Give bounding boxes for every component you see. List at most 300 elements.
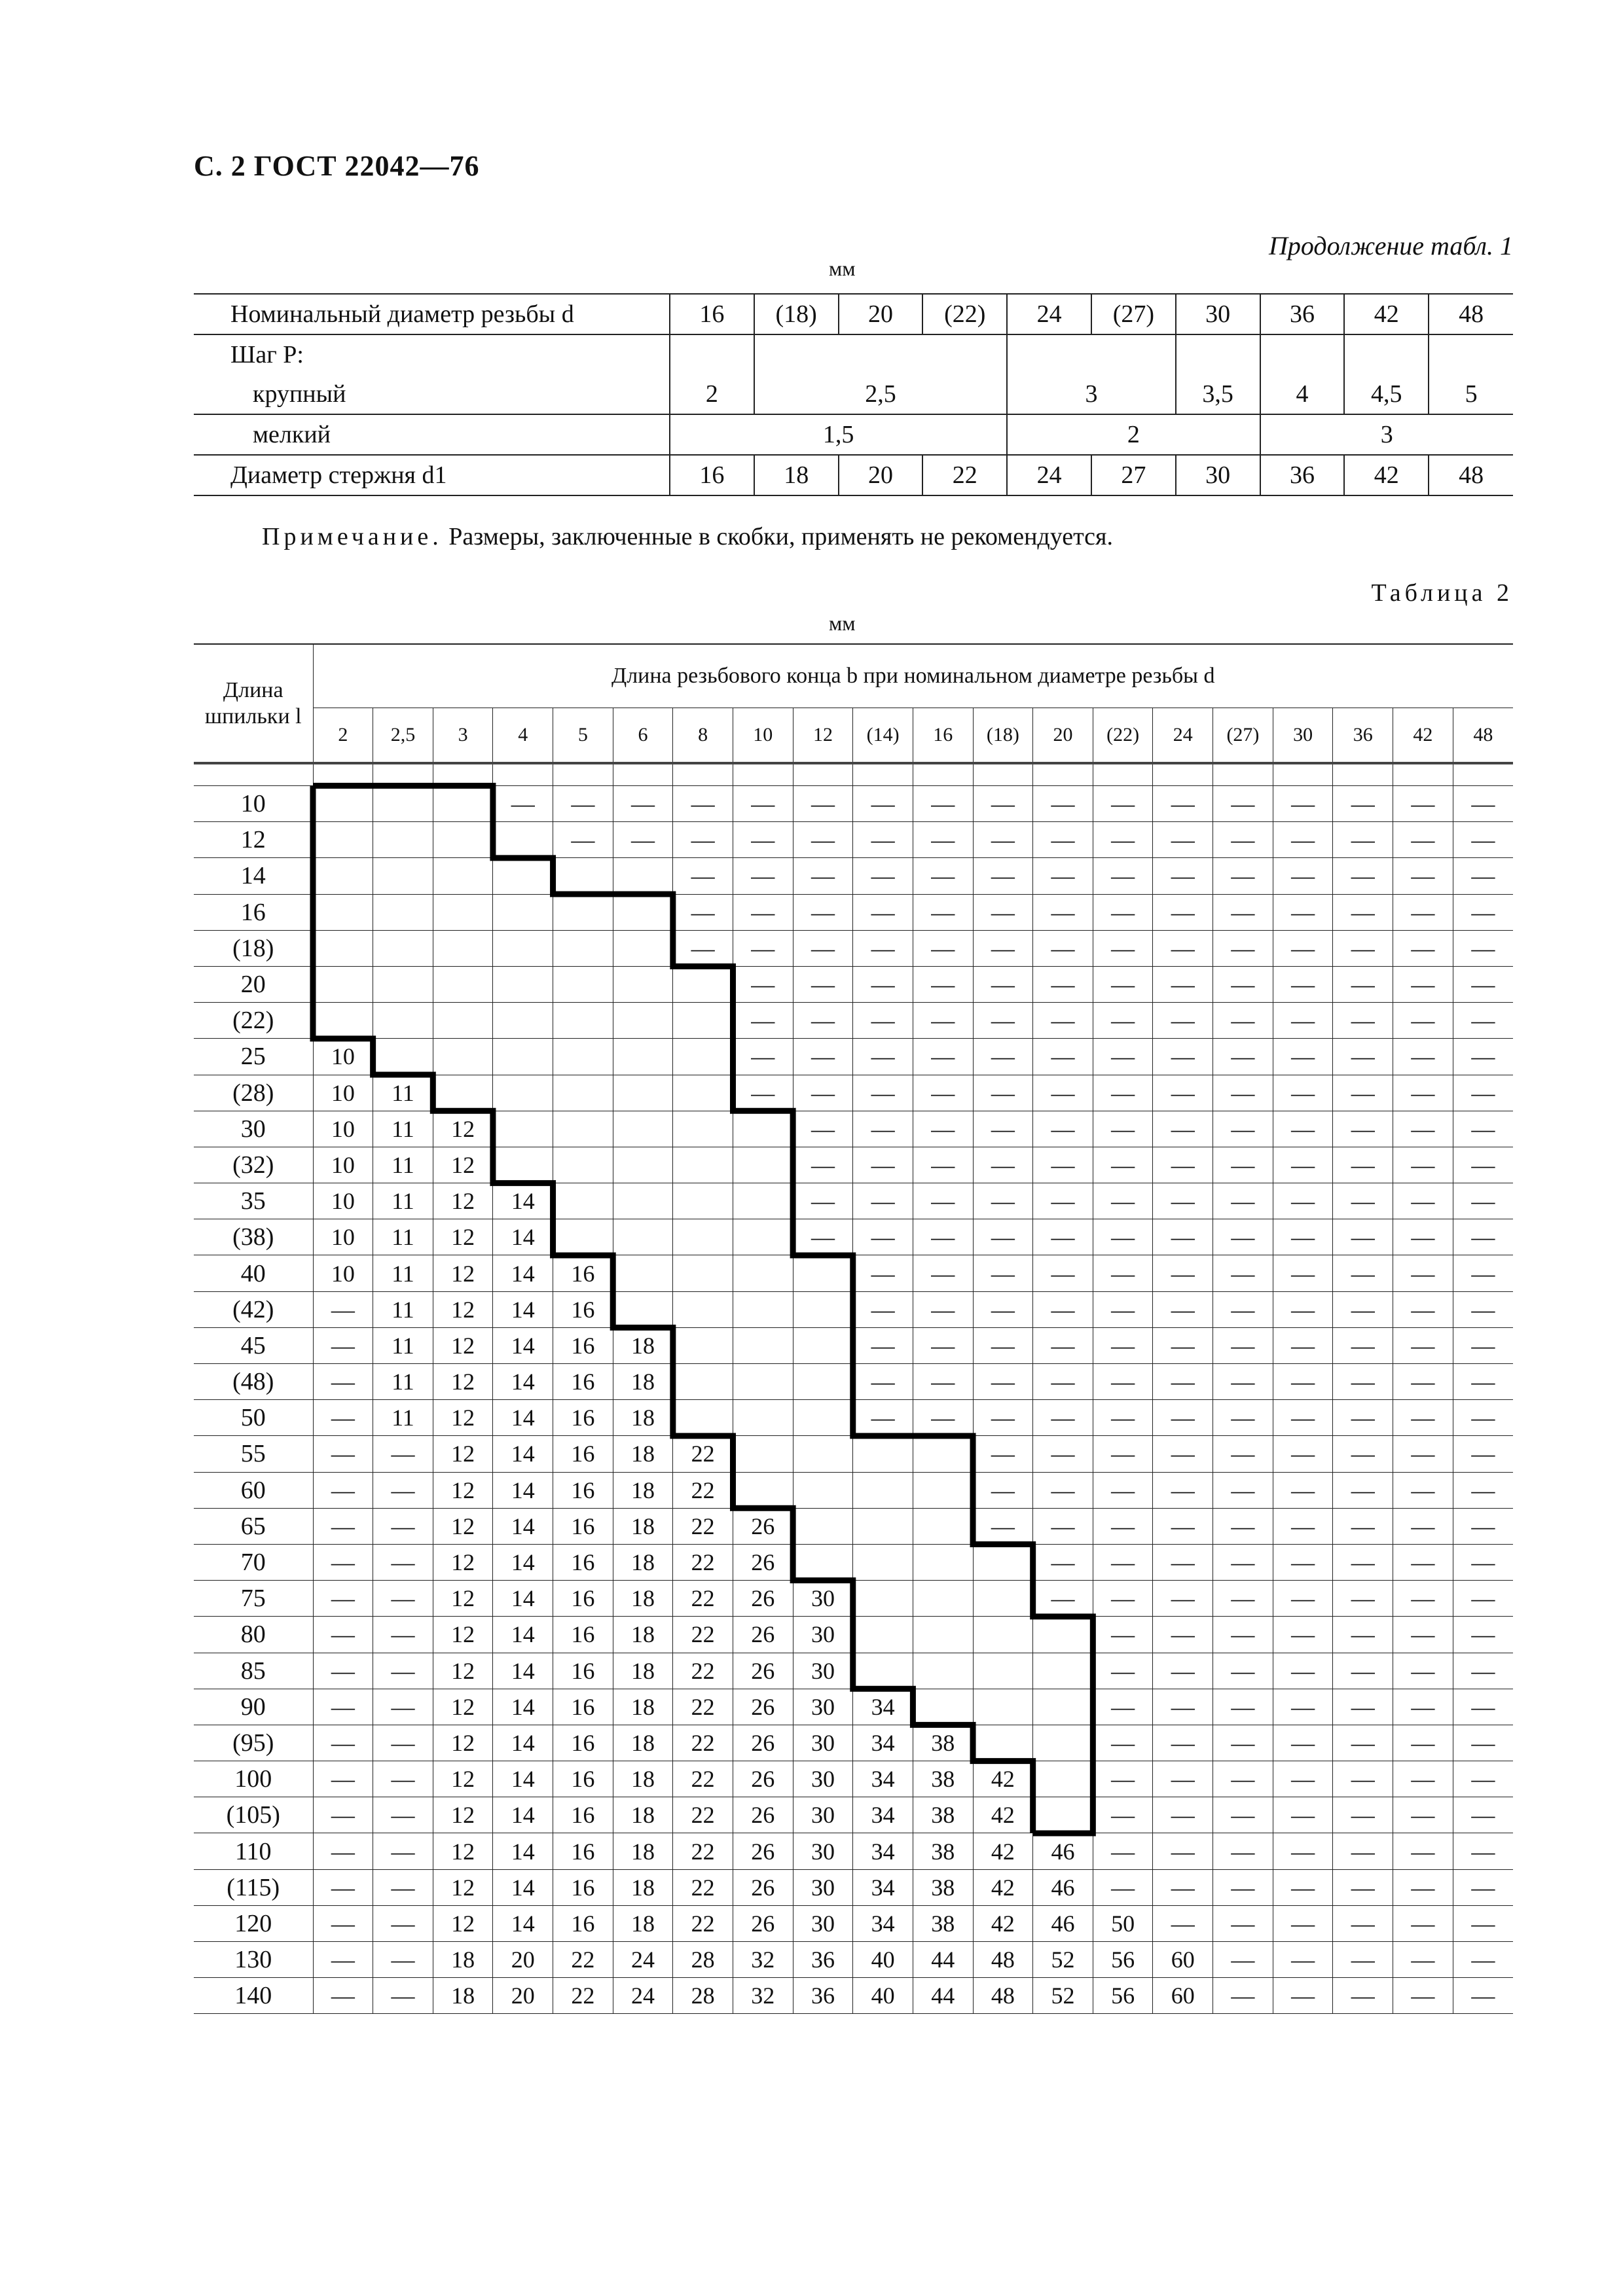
thread-length-cell: — [1333,1436,1393,1472]
thread-length-cell: 11 [373,1255,433,1291]
thread-length-cell: — [1093,930,1153,966]
column-header-diameter: 48 [1453,708,1513,764]
thread-length-cell: 22 [673,1581,733,1617]
thread-length-cell: — [313,1436,373,1472]
thread-length-cell: — [1453,1581,1513,1617]
thread-length-cell [313,930,373,966]
thread-length-cell: — [1453,1905,1513,1941]
thread-length-cell [493,822,553,858]
table1-cell [1176,334,1260,374]
thread-length-cell: — [853,1183,913,1219]
thread-length-cell: — [1273,966,1333,1002]
thread-length-cell: — [1093,1075,1153,1111]
table1-cell: 1,5 [670,414,1007,455]
thread-length-cell: — [1273,1291,1333,1327]
thread-length-cell [613,1039,673,1075]
thread-length-cell: — [1333,1653,1393,1689]
thread-length-cell: 30 [793,1869,853,1905]
thread-length-cell: — [1033,1219,1093,1255]
thread-length-cell: 38 [913,1761,973,1797]
thread-length-cell [793,1436,853,1472]
thread-length-cell: — [1333,1617,1393,1653]
thread-length-cell: — [733,786,793,822]
thread-length-cell: 34 [853,1689,913,1725]
thread-length-cell: 18 [613,1617,673,1653]
table-row [194,455,1513,495]
thread-length-cell: 18 [613,1327,673,1363]
thread-length-cell: — [973,1255,1033,1291]
stud-length-cell: 120 [194,1905,313,1941]
thread-length-cell: 12 [433,1617,493,1653]
thread-length-cell: 16 [553,1472,613,1508]
thread-length-cell: — [1273,1942,1333,1978]
stud-length-cell: 50 [194,1400,313,1436]
thread-length-cell: — [1393,1075,1453,1111]
thread-length-cell: — [1273,1653,1333,1689]
thread-length-cell: — [1453,1039,1513,1075]
thread-length-cell: 18 [613,1400,673,1436]
thread-length-cell: — [1453,1653,1513,1689]
thread-length-cell [853,1472,913,1508]
thread-length-cell: 14 [493,1291,553,1327]
thread-length-cell: — [973,1327,1033,1363]
thread-length-cell [373,1003,433,1039]
thread-length-cell: 12 [433,1183,493,1219]
thread-length-cell [493,1147,553,1183]
table1-cell: 42 [1344,294,1429,334]
column-header-diameter: 12 [793,708,853,764]
table-row [194,1725,1513,1761]
thread-length-cell: — [1333,1581,1393,1617]
thread-length-cell: — [973,966,1033,1002]
thread-length-cell: 18 [613,1869,673,1905]
thread-length-cell: — [1333,1147,1393,1183]
table1-thread-parameters [194,293,1513,496]
thread-length-cell: — [1393,1436,1453,1472]
thread-length-cell: — [1393,1544,1453,1580]
thread-length-cell: — [673,930,733,966]
table-row [194,1689,1513,1725]
thread-length-cell: — [853,1075,913,1111]
table-spacer-row [194,763,1513,786]
thread-length-cell: — [1273,1689,1333,1725]
thread-length-cell: — [1093,966,1153,1002]
thread-length-cell: 22 [673,1617,733,1653]
thread-length-cell: — [1453,966,1513,1002]
thread-length-cell: — [733,822,793,858]
thread-length-cell: — [793,1183,853,1219]
thread-length-cell: — [1273,1797,1333,1833]
thread-length-cell: — [1393,1147,1453,1183]
thread-length-cell [733,1364,793,1400]
thread-length-cell: 14 [493,1725,553,1761]
thread-length-cell: — [553,822,613,858]
thread-length-cell: — [793,1075,853,1111]
thread-length-cell: — [373,1833,433,1869]
column-header-thread-length: Длина резьбового конца b при номинальном диаметре резьбы d [313,644,1513,708]
thread-length-cell: — [1393,1978,1453,2014]
column-header-diameter: (27) [1213,708,1273,764]
thread-length-cell: 12 [433,1689,493,1725]
table-row [194,1039,1513,1075]
thread-length-cell: 11 [373,1364,433,1400]
thread-length-cell: — [853,894,913,930]
thread-length-cell: — [1393,786,1453,822]
thread-length-cell: — [673,822,733,858]
thread-length-cell [853,1617,913,1653]
thread-length-cell: — [1333,1508,1393,1544]
spacer-cell [793,763,853,786]
thread-length-cell: — [1153,1869,1213,1905]
stud-length-cell: 60 [194,1472,313,1508]
thread-length-cell: — [1453,1797,1513,1833]
table1-cell [1344,334,1429,374]
thread-length-cell [733,1472,793,1508]
thread-length-cell [673,1291,733,1327]
thread-length-cell: 12 [433,1761,493,1797]
thread-length-cell: — [853,1219,913,1255]
thread-length-cell: — [1033,1075,1093,1111]
table1-cell [1429,334,1513,374]
table-row [194,1653,1513,1689]
thread-length-cell: — [373,1508,433,1544]
table-row [194,1617,1513,1653]
thread-length-cell: — [793,1219,853,1255]
thread-length-cell: 22 [673,1761,733,1797]
thread-length-cell: 16 [553,1255,613,1291]
thread-length-cell: — [1273,1364,1333,1400]
thread-length-cell: 22 [673,1725,733,1761]
thread-length-cell [433,1075,493,1111]
thread-length-cell: — [793,894,853,930]
thread-length-cell [673,1183,733,1219]
thread-length-cell: — [1453,858,1513,894]
thread-length-cell: — [1153,1255,1213,1291]
thread-length-cell: 42 [973,1833,1033,1869]
thread-length-cell: 30 [793,1581,853,1617]
thread-length-cell [793,1327,853,1363]
thread-length-cell: 38 [913,1725,973,1761]
thread-length-cell: 38 [913,1833,973,1869]
thread-length-cell [613,858,673,894]
thread-length-cell: — [1213,894,1273,930]
thread-length-cell: — [1333,1400,1393,1436]
thread-length-cell [673,1039,733,1075]
thread-length-cell: — [853,1003,913,1039]
thread-length-cell: 14 [493,1219,553,1255]
thread-length-cell: 16 [553,1436,613,1472]
table1-unit: мм [829,257,856,280]
spacer-cell [673,763,733,786]
column-header-diameter: 10 [733,708,793,764]
thread-length-cell: — [1453,1942,1513,1978]
spacer-cell [194,763,313,786]
thread-length-cell [973,1544,1033,1580]
thread-length-cell: — [1393,930,1453,966]
column-header-diameter: 16 [913,708,973,764]
thread-length-cell: 16 [553,1869,613,1905]
thread-length-cell: — [1213,822,1273,858]
thread-length-cell: — [1453,1544,1513,1580]
thread-length-cell: 26 [733,1581,793,1617]
thread-length-cell: — [1393,1942,1453,1978]
thread-length-cell: — [313,1978,373,2014]
thread-length-cell: — [1453,1617,1513,1653]
thread-length-cell: — [913,1039,973,1075]
table2-unit: мм [829,611,856,635]
thread-length-cell: — [853,930,913,966]
thread-length-cell: — [1333,1291,1393,1327]
thread-length-cell: — [1273,1183,1333,1219]
thread-length-cell: 26 [733,1689,793,1725]
thread-length-cell: — [1213,1544,1273,1580]
table1-cell: 24 [1007,455,1091,495]
thread-length-cell: 18 [433,1978,493,2014]
thread-length-cell [553,858,613,894]
thread-length-cell: 11 [373,1291,433,1327]
thread-length-cell: — [1213,1472,1273,1508]
thread-length-cell: — [913,1400,973,1436]
thread-length-cell: — [1093,1869,1153,1905]
thread-length-cell: 26 [733,1653,793,1689]
thread-length-cell: — [973,822,1033,858]
thread-length-cell: — [313,1617,373,1653]
thread-length-cell: — [973,1364,1033,1400]
thread-length-cell: — [1093,1327,1153,1363]
thread-length-cell: — [373,1436,433,1472]
thread-length-cell: 10 [313,1039,373,1075]
thread-length-cell [853,1436,913,1472]
thread-length-cell: — [1093,1183,1153,1219]
table-continuation-label: Продолжение табл. 1 [1268,231,1513,260]
thread-length-cell: 16 [553,1725,613,1761]
thread-length-cell: — [973,1111,1033,1147]
thread-length-cell: 11 [373,1327,433,1363]
thread-length-cell: 34 [853,1797,913,1833]
thread-length-cell [913,1617,973,1653]
thread-length-cell [433,1039,493,1075]
thread-length-cell: — [1213,1581,1273,1617]
table1-cell [1260,334,1345,374]
thread-length-cell: — [973,1183,1033,1219]
thread-length-cell: — [1093,1761,1153,1797]
thread-length-cell: — [1273,1617,1333,1653]
thread-length-cell: — [673,786,733,822]
table1-cell: 3 [1260,414,1513,455]
thread-length-cell [313,822,373,858]
thread-length-cell [553,1219,613,1255]
thread-length-cell: 30 [793,1653,853,1689]
thread-length-cell: — [1033,1364,1093,1400]
thread-length-cell: — [1153,1689,1213,1725]
thread-length-cell: — [1153,1364,1213,1400]
thread-length-cell: — [853,1147,913,1183]
thread-length-cell: 16 [553,1653,613,1689]
thread-length-cell: — [373,1617,433,1653]
thread-length-cell: — [313,1869,373,1905]
thread-length-cell: — [1093,1364,1153,1400]
thread-length-cell: 26 [733,1544,793,1580]
thread-length-cell: — [613,822,673,858]
thread-length-cell [493,930,553,966]
thread-length-cell: — [1453,1255,1513,1291]
thread-length-cell [373,1039,433,1075]
thread-length-cell [373,966,433,1002]
thread-length-cell: — [1273,1219,1333,1255]
thread-length-cell: — [1453,1003,1513,1039]
thread-length-cell: — [1153,966,1213,1002]
stud-length-cell: 10 [194,786,313,822]
spacer-cell [1213,763,1273,786]
thread-length-cell: — [1273,1436,1333,1472]
thread-length-cell [553,1147,613,1183]
thread-length-cell: — [1333,1111,1393,1147]
table1-cell [754,334,1007,374]
thread-length-cell: — [1093,1255,1153,1291]
thread-length-cell: — [1453,1508,1513,1544]
thread-length-cell: 10 [313,1183,373,1219]
column-header-diameter: 24 [1153,708,1213,764]
thread-length-cell: — [1213,1508,1273,1544]
thread-length-cell: 30 [793,1797,853,1833]
thread-length-cell: — [1453,894,1513,930]
thread-length-cell: — [1213,1255,1273,1291]
thread-length-cell: — [1273,1400,1333,1436]
thread-length-cell: — [1033,1147,1093,1183]
thread-length-cell: 10 [313,1075,373,1111]
thread-length-cell: — [913,786,973,822]
thread-length-cell: — [1093,1508,1153,1544]
thread-length-cell: — [793,966,853,1002]
thread-length-cell: 10 [313,1111,373,1147]
thread-length-cell: — [1213,1400,1273,1436]
thread-length-cell: 12 [433,1725,493,1761]
column-header-diameter: 2 [313,708,373,764]
table1-cell: 48 [1429,455,1513,495]
thread-length-cell [913,1472,973,1508]
thread-length-cell: — [913,894,973,930]
thread-length-cell: 12 [433,1472,493,1508]
thread-length-cell: — [1093,1400,1153,1436]
thread-length-cell: — [1453,822,1513,858]
table-header-row [194,708,1513,764]
thread-length-cell: 36 [793,1942,853,1978]
thread-length-cell: — [1033,1472,1093,1508]
column-header-diameter: 42 [1393,708,1453,764]
thread-length-cell [433,966,493,1002]
spacer-cell [373,763,433,786]
thread-length-cell: — [373,1942,433,1978]
thread-length-cell: — [373,1653,433,1689]
table1-cell: 36 [1260,294,1345,334]
thread-length-cell: — [1033,1039,1093,1075]
table-row [194,930,1513,966]
thread-length-cell: — [313,1291,373,1327]
thread-length-cell: — [1093,1039,1153,1075]
thread-length-cell [613,1003,673,1039]
thread-length-cell: — [793,1111,853,1147]
thread-length-cell: 14 [493,1472,553,1508]
thread-length-cell: — [1153,1111,1213,1147]
thread-length-cell: 32 [733,1978,793,2014]
column-header-stud-length: Длина шпильки l [194,644,313,763]
table-row [194,1291,1513,1327]
table1-cell: 4,5 [1344,374,1429,414]
thread-length-cell: — [1093,1833,1153,1869]
thread-length-cell: 26 [733,1905,793,1941]
thread-length-cell: — [1333,1725,1393,1761]
thread-length-cell: 42 [973,1905,1033,1941]
thread-length-cell [553,1075,613,1111]
thread-length-cell: — [613,786,673,822]
thread-length-cell: — [313,1761,373,1797]
table1-cell: 4 [1260,374,1345,414]
thread-length-cell: — [373,1689,433,1725]
thread-length-cell: — [733,894,793,930]
thread-length-cell: — [1393,1255,1453,1291]
thread-length-cell [733,1219,793,1255]
stud-length-cell: 35 [194,1183,313,1219]
table-row [194,1003,1513,1039]
note [262,522,1113,551]
thread-length-cell: — [913,822,973,858]
thread-length-cell: — [1213,1039,1273,1075]
column-header-diameter: 6 [613,708,673,764]
thread-length-cell: 40 [853,1978,913,2014]
stud-length-cell: 75 [194,1581,313,1617]
thread-length-cell: 22 [673,1869,733,1905]
thread-length-cell: — [913,1147,973,1183]
thread-length-cell: 42 [973,1869,1033,1905]
thread-length-cell: — [1033,1544,1093,1580]
thread-length-cell: 16 [553,1617,613,1653]
thread-length-cell: 12 [433,1147,493,1183]
thread-length-cell: — [1213,1905,1273,1941]
thread-length-cell [673,1364,733,1400]
thread-length-cell: — [1033,1291,1093,1327]
thread-length-cell: 22 [673,1797,733,1833]
thread-length-cell: — [1393,966,1453,1002]
thread-length-cell: 34 [853,1833,913,1869]
thread-length-cell: — [1393,1617,1453,1653]
thread-length-cell [913,1544,973,1580]
thread-length-cell: 11 [373,1111,433,1147]
thread-length-cell: — [1093,1544,1153,1580]
stud-length-cell: 85 [194,1653,313,1689]
table-row [194,1508,1513,1544]
thread-length-cell: 12 [433,1255,493,1291]
thread-length-cell: — [1093,1725,1153,1761]
thread-length-cell: — [853,1400,913,1436]
thread-length-cell: 12 [433,1219,493,1255]
thread-length-cell: 14 [493,1436,553,1472]
thread-length-cell: — [1153,1291,1213,1327]
thread-length-cell: — [853,822,913,858]
thread-length-cell: — [373,1581,433,1617]
thread-length-cell [673,966,733,1002]
thread-length-cell [913,1436,973,1472]
thread-length-cell: 22 [673,1436,733,1472]
thread-length-cell: 34 [853,1761,913,1797]
thread-length-cell: — [733,1075,793,1111]
thread-length-cell: — [793,1003,853,1039]
spacer-cell [733,763,793,786]
thread-length-cell: 18 [613,1581,673,1617]
thread-length-cell [733,1255,793,1291]
thread-length-cell: 11 [373,1075,433,1111]
thread-length-cell [733,1327,793,1363]
stud-length-cell: 20 [194,966,313,1002]
